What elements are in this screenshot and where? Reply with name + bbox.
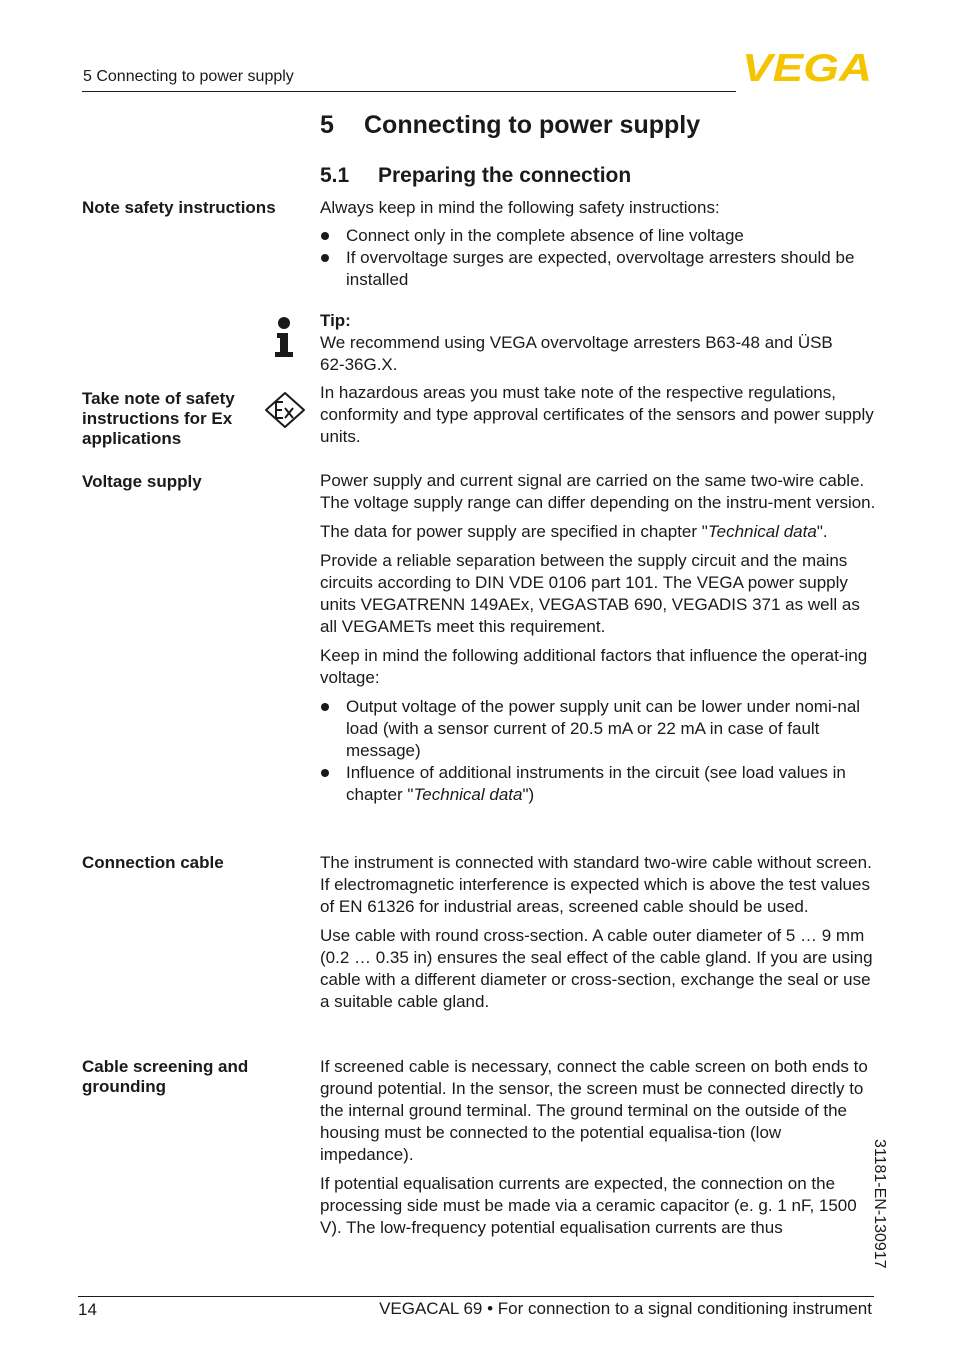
tip-label: Tip: [320, 311, 351, 330]
side-label-voltage: Voltage supply [82, 472, 202, 491]
ex-text: In hazardous areas you must take note of the respective regulations, conformity and type approval certificates of the sensors and power supply units. [320, 383, 874, 446]
voltage-p2 [320, 521, 876, 543]
section-heading [320, 164, 631, 188]
technical-data-ref: Technical data [413, 785, 523, 804]
footer-rule [78, 1296, 874, 1297]
side-label-safety: Note safety instructions [82, 198, 276, 217]
tip-text: We recommend using VEGA overvoltage arresters B63-48 and ÜSB 62-36G.X. [320, 333, 833, 374]
voltage-block [320, 470, 876, 806]
screening-block [320, 1056, 876, 1239]
ex-icon [264, 391, 306, 429]
info-icon [272, 316, 298, 358]
cable-p1: The instrument is connected with standard two-wire cable without screen. If electromagnetic interference is expected which is above the test values of EN 61326 for industrial areas, screened cable should be used. [320, 853, 872, 916]
safety-block [320, 197, 876, 291]
document-code-text: 31181-EN-130917 [871, 1139, 888, 1269]
section-number: 5.1 [320, 164, 350, 187]
logo-text: VEGA [742, 52, 872, 84]
header-rule [82, 91, 736, 92]
voltage-p1: Power supply and current signal are carried on the same two-wire cable. The voltage supply range can differ depending on the instru-ment version. [320, 471, 876, 512]
list-item: Connect only in the complete absence of line voltage [320, 225, 876, 247]
list-item: Output voltage of the power supply unit can be lower under nomi-nal load (with a sensor current of 20.5 mA or 22 mA in case of fault message) [320, 696, 876, 762]
cable-block [320, 852, 876, 1013]
side-label-cable: Connection cable [82, 853, 224, 872]
list-item: If overvoltage surges are expected, overvoltage arresters should be installed [320, 247, 866, 291]
chapter-title: Connecting to power supply [364, 111, 701, 139]
cable-p2: Use cable with round cross-section. A cable outer diameter of 5 … 9 mm (0.2 … 0.35 in) ensures the seal effect of the cable gland. If you are using cable with a different diameter or cross-section, exchange the seal or use a suitable cable gland. [320, 926, 873, 1011]
chapter-heading [320, 111, 700, 140]
voltage-p3: Provide a reliable separation between the supply circuit and the mains circuits according to DIN VDE 0106 part 101. The VEGA power supply units VEGATRENN 149AEx, VEGASTAB 690, VEGADIS 371 as well as all VEGAMETs meet this requirement. [320, 551, 860, 636]
voltage-p4: Keep in mind the following additional factors that influence the operat-ing voltage: [320, 646, 868, 687]
voltage-p2-end: ". [816, 522, 828, 541]
voltage-p2-text: The data for power supply are specified in chapter " [320, 522, 708, 541]
safety-intro: Always keep in mind the following safety instructions: [320, 198, 720, 217]
section-title: Preparing the connection [378, 164, 632, 187]
bullet2-end: ") [522, 785, 535, 804]
footer-title: VEGACAL 69 • For connection to a signal conditioning instrument [379, 1299, 872, 1318]
tip-block [320, 310, 840, 376]
screening-p2: If potential equalisation currents are expected, the connection on the processing side must be made via a ceramic capacitor (e. g. 1 nF, 1500 V). The low-frequency potential equalisation currents are thus [320, 1174, 857, 1237]
bullet2-text: Influence of additional instruments in the circuit (see load values in chapter " [346, 763, 846, 804]
document-code [868, 1139, 908, 1299]
technical-data-ref: Technical data [707, 522, 817, 541]
screening-p1: If screened cable is necessary, connect the cable screen on both ends to ground potential. In the sensor, the screen must be connected directly to the internal ground terminal. The ground terminal on the outside of the housing must be connected to the potential equalisa-tion (low impedance). [320, 1057, 868, 1164]
running-header: 5 Connecting to power supply [83, 68, 294, 85]
safety-list [320, 225, 876, 291]
chapter-number: 5 [320, 111, 334, 139]
vega-logo [742, 52, 874, 84]
page-number: 14 [78, 1300, 97, 1319]
side-label-screening: Cable screening and grounding [82, 1057, 249, 1096]
side-label-ex: Take note of safety instructions for Ex applications [82, 389, 235, 448]
voltage-factors-list [320, 696, 876, 806]
list-item [320, 762, 876, 806]
